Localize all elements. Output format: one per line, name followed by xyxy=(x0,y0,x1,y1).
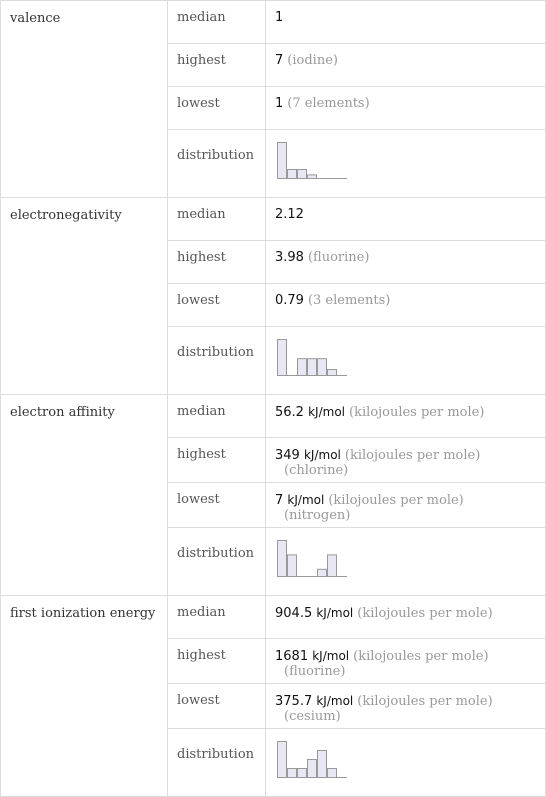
value-note: (3 elements) xyxy=(307,293,391,308)
attribute-value xyxy=(266,483,546,528)
attribute-label: median xyxy=(168,198,266,241)
attribute-label: highest xyxy=(168,44,266,87)
value-number: 3.98 xyxy=(275,250,304,265)
attribute-label: distribution xyxy=(168,327,266,395)
attribute-value xyxy=(266,198,546,241)
distribution-histogram xyxy=(275,139,365,181)
attribute-label: lowest xyxy=(168,87,266,130)
value-unit: kJ/mol xyxy=(316,606,354,620)
attribute-label: median xyxy=(168,596,266,639)
attribute-value xyxy=(266,241,546,284)
histogram-bar xyxy=(308,175,317,179)
value-unit: kJ/mol xyxy=(303,448,341,462)
histogram-bar xyxy=(308,359,317,376)
property-name: electronegativity xyxy=(1,198,168,395)
attribute-value xyxy=(266,395,546,438)
value-note: (kilojoules per mole) xyxy=(349,405,485,420)
attribute-label: median xyxy=(168,395,266,438)
value-note: (kilojoules per mole) xyxy=(328,493,464,508)
value-number: 7 xyxy=(275,493,284,508)
attribute-value xyxy=(266,87,546,130)
value-number: 1 xyxy=(275,96,284,111)
histogram-bar xyxy=(288,769,297,778)
value-note: (kilojoules per mole) xyxy=(357,694,493,709)
value-number: 1 xyxy=(275,10,284,25)
distribution-cell xyxy=(266,327,546,395)
value-number: 1681 xyxy=(275,649,309,664)
value-number: 7 xyxy=(275,53,284,68)
attribute-label: distribution xyxy=(168,130,266,198)
value-note: (7 elements) xyxy=(287,96,370,111)
value-note-element: (nitrogen) xyxy=(284,508,351,523)
histogram-bar xyxy=(318,569,327,576)
attribute-value xyxy=(266,438,546,483)
value-unit: kJ/mol xyxy=(312,649,350,663)
attribute-label: distribution xyxy=(168,528,266,596)
property-name: electron affinity xyxy=(1,395,168,596)
distribution-histogram xyxy=(275,738,365,780)
histogram-bar xyxy=(328,370,337,376)
histogram-bar xyxy=(278,541,287,577)
value-note: (fluorine) xyxy=(307,250,370,265)
value-note: (iodine) xyxy=(287,53,338,68)
attribute-value xyxy=(266,1,546,44)
histogram-bar xyxy=(318,751,327,778)
value-number: 2.12 xyxy=(275,207,304,222)
property-name: valence xyxy=(1,1,168,198)
value-unit: kJ/mol xyxy=(316,694,354,708)
value-number: 0.79 xyxy=(275,293,304,308)
table-row xyxy=(1,1,546,44)
value-number: 904.5 xyxy=(275,606,313,621)
attribute-label: distribution xyxy=(168,729,266,797)
attribute-value xyxy=(266,639,546,684)
attribute-value xyxy=(266,596,546,639)
attribute-label: highest xyxy=(168,438,266,483)
attribute-label: highest xyxy=(168,639,266,684)
value-unit: kJ/mol xyxy=(287,493,325,507)
table-row xyxy=(1,198,546,241)
value-note: (kilojoules per mole) xyxy=(353,649,489,664)
distribution-cell xyxy=(266,130,546,198)
histogram-bar xyxy=(298,769,307,778)
histogram-bar xyxy=(328,769,337,778)
attribute-label: median xyxy=(168,1,266,44)
attribute-value xyxy=(266,684,546,729)
attribute-label: highest xyxy=(168,241,266,284)
value-number: 56.2 xyxy=(275,405,304,420)
histogram-bar xyxy=(288,170,297,179)
attribute-value xyxy=(266,44,546,87)
attribute-value xyxy=(266,284,546,327)
histogram-bar xyxy=(318,359,327,376)
value-note: (kilojoules per mole) xyxy=(344,448,481,463)
table-row xyxy=(1,596,546,639)
histogram-bar xyxy=(278,340,287,376)
value-number: 349 xyxy=(275,448,300,463)
distribution-cell xyxy=(266,729,546,797)
attribute-label: lowest xyxy=(168,483,266,528)
histogram-bar xyxy=(278,143,287,179)
value-note-element: (chlorine) xyxy=(284,463,349,478)
histogram-bar xyxy=(278,742,287,778)
histogram-bar xyxy=(298,170,307,179)
distribution-cell xyxy=(266,528,546,596)
table-row xyxy=(1,395,546,438)
value-note-element: (cesium) xyxy=(284,709,341,724)
value-note: (kilojoules per mole) xyxy=(357,606,493,621)
attribute-label: lowest xyxy=(168,684,266,729)
property-name: first ionization energy xyxy=(1,596,168,797)
attribute-label: lowest xyxy=(168,284,266,327)
value-number: 375.7 xyxy=(275,694,313,709)
histogram-bar xyxy=(298,359,307,376)
value-unit: kJ/mol xyxy=(308,405,345,419)
histogram-bar xyxy=(288,555,297,577)
value-note-element: (fluorine) xyxy=(284,664,346,679)
histogram-bar xyxy=(308,760,317,778)
distribution-histogram xyxy=(275,537,365,579)
histogram-bar xyxy=(328,555,337,577)
distribution-histogram xyxy=(275,336,365,378)
